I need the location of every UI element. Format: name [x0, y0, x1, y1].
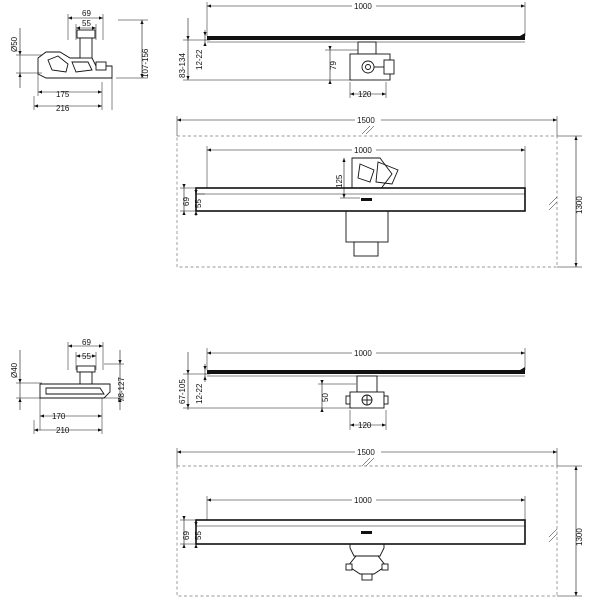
top-front-height-total: 83-134 [178, 53, 187, 78]
bottom-side-dim-69: 69 [82, 338, 91, 347]
top-side-dim-69: 69 [82, 9, 91, 18]
top-plan-channel-width-inner: 55 [194, 199, 203, 208]
top-plan-view [177, 115, 584, 267]
top-side-dim-55: 55 [82, 19, 91, 28]
bottom-front-outlet-width: 120 [358, 421, 372, 430]
top-front-outlet-width: 120 [358, 90, 372, 99]
bottom-front-height-cover: 12-22 [195, 383, 204, 404]
top-plan-tray-width: 1300 [575, 196, 584, 214]
top-side-view [10, 9, 150, 113]
bottom-plan-tray-length: 1500 [357, 448, 375, 457]
top-side-height-range: 107-156 [141, 48, 150, 78]
bottom-plan-tray-width: 1300 [575, 528, 584, 546]
bottom-front-view [178, 348, 525, 430]
bottom-side-view [10, 338, 126, 435]
bottom-plan-view [177, 447, 584, 596]
top-plan-outlet-offset: 125 [335, 174, 344, 188]
bottom-plan-channel-width-outer: 69 [182, 531, 191, 540]
bottom-side-dim-55: 55 [82, 352, 91, 361]
top-front-view [178, 1, 525, 99]
bottom-plan-channel-length: 1000 [354, 496, 372, 505]
top-side-outlet-diameter: Ø50 [10, 36, 19, 52]
bottom-side-height-range: 78-127 [117, 377, 126, 402]
bottom-front-height-total: 67-105 [178, 379, 187, 404]
top-front-height-cover: 12-22 [195, 49, 204, 70]
top-side-length-216: 216 [56, 104, 70, 113]
bottom-front-channel-length: 1000 [354, 349, 372, 358]
top-plan-channel-width-outer: 69 [182, 197, 191, 206]
top-plan-channel-length: 1000 [354, 146, 372, 155]
bottom-side-length-210: 210 [56, 426, 70, 435]
bottom-side-outlet-diameter: Ø40 [10, 362, 19, 378]
bottom-variant [10, 338, 584, 596]
top-side-length-175: 175 [56, 90, 70, 99]
top-front-channel-length: 1000 [354, 2, 372, 11]
top-plan-tray-length: 1500 [357, 116, 375, 125]
bottom-side-length-170: 170 [52, 412, 66, 421]
top-variant [10, 1, 584, 267]
bottom-plan-channel-width-inner: 55 [194, 531, 203, 540]
top-front-outlet-height: 79 [329, 61, 338, 70]
bottom-front-outlet-height: 50 [321, 393, 330, 402]
